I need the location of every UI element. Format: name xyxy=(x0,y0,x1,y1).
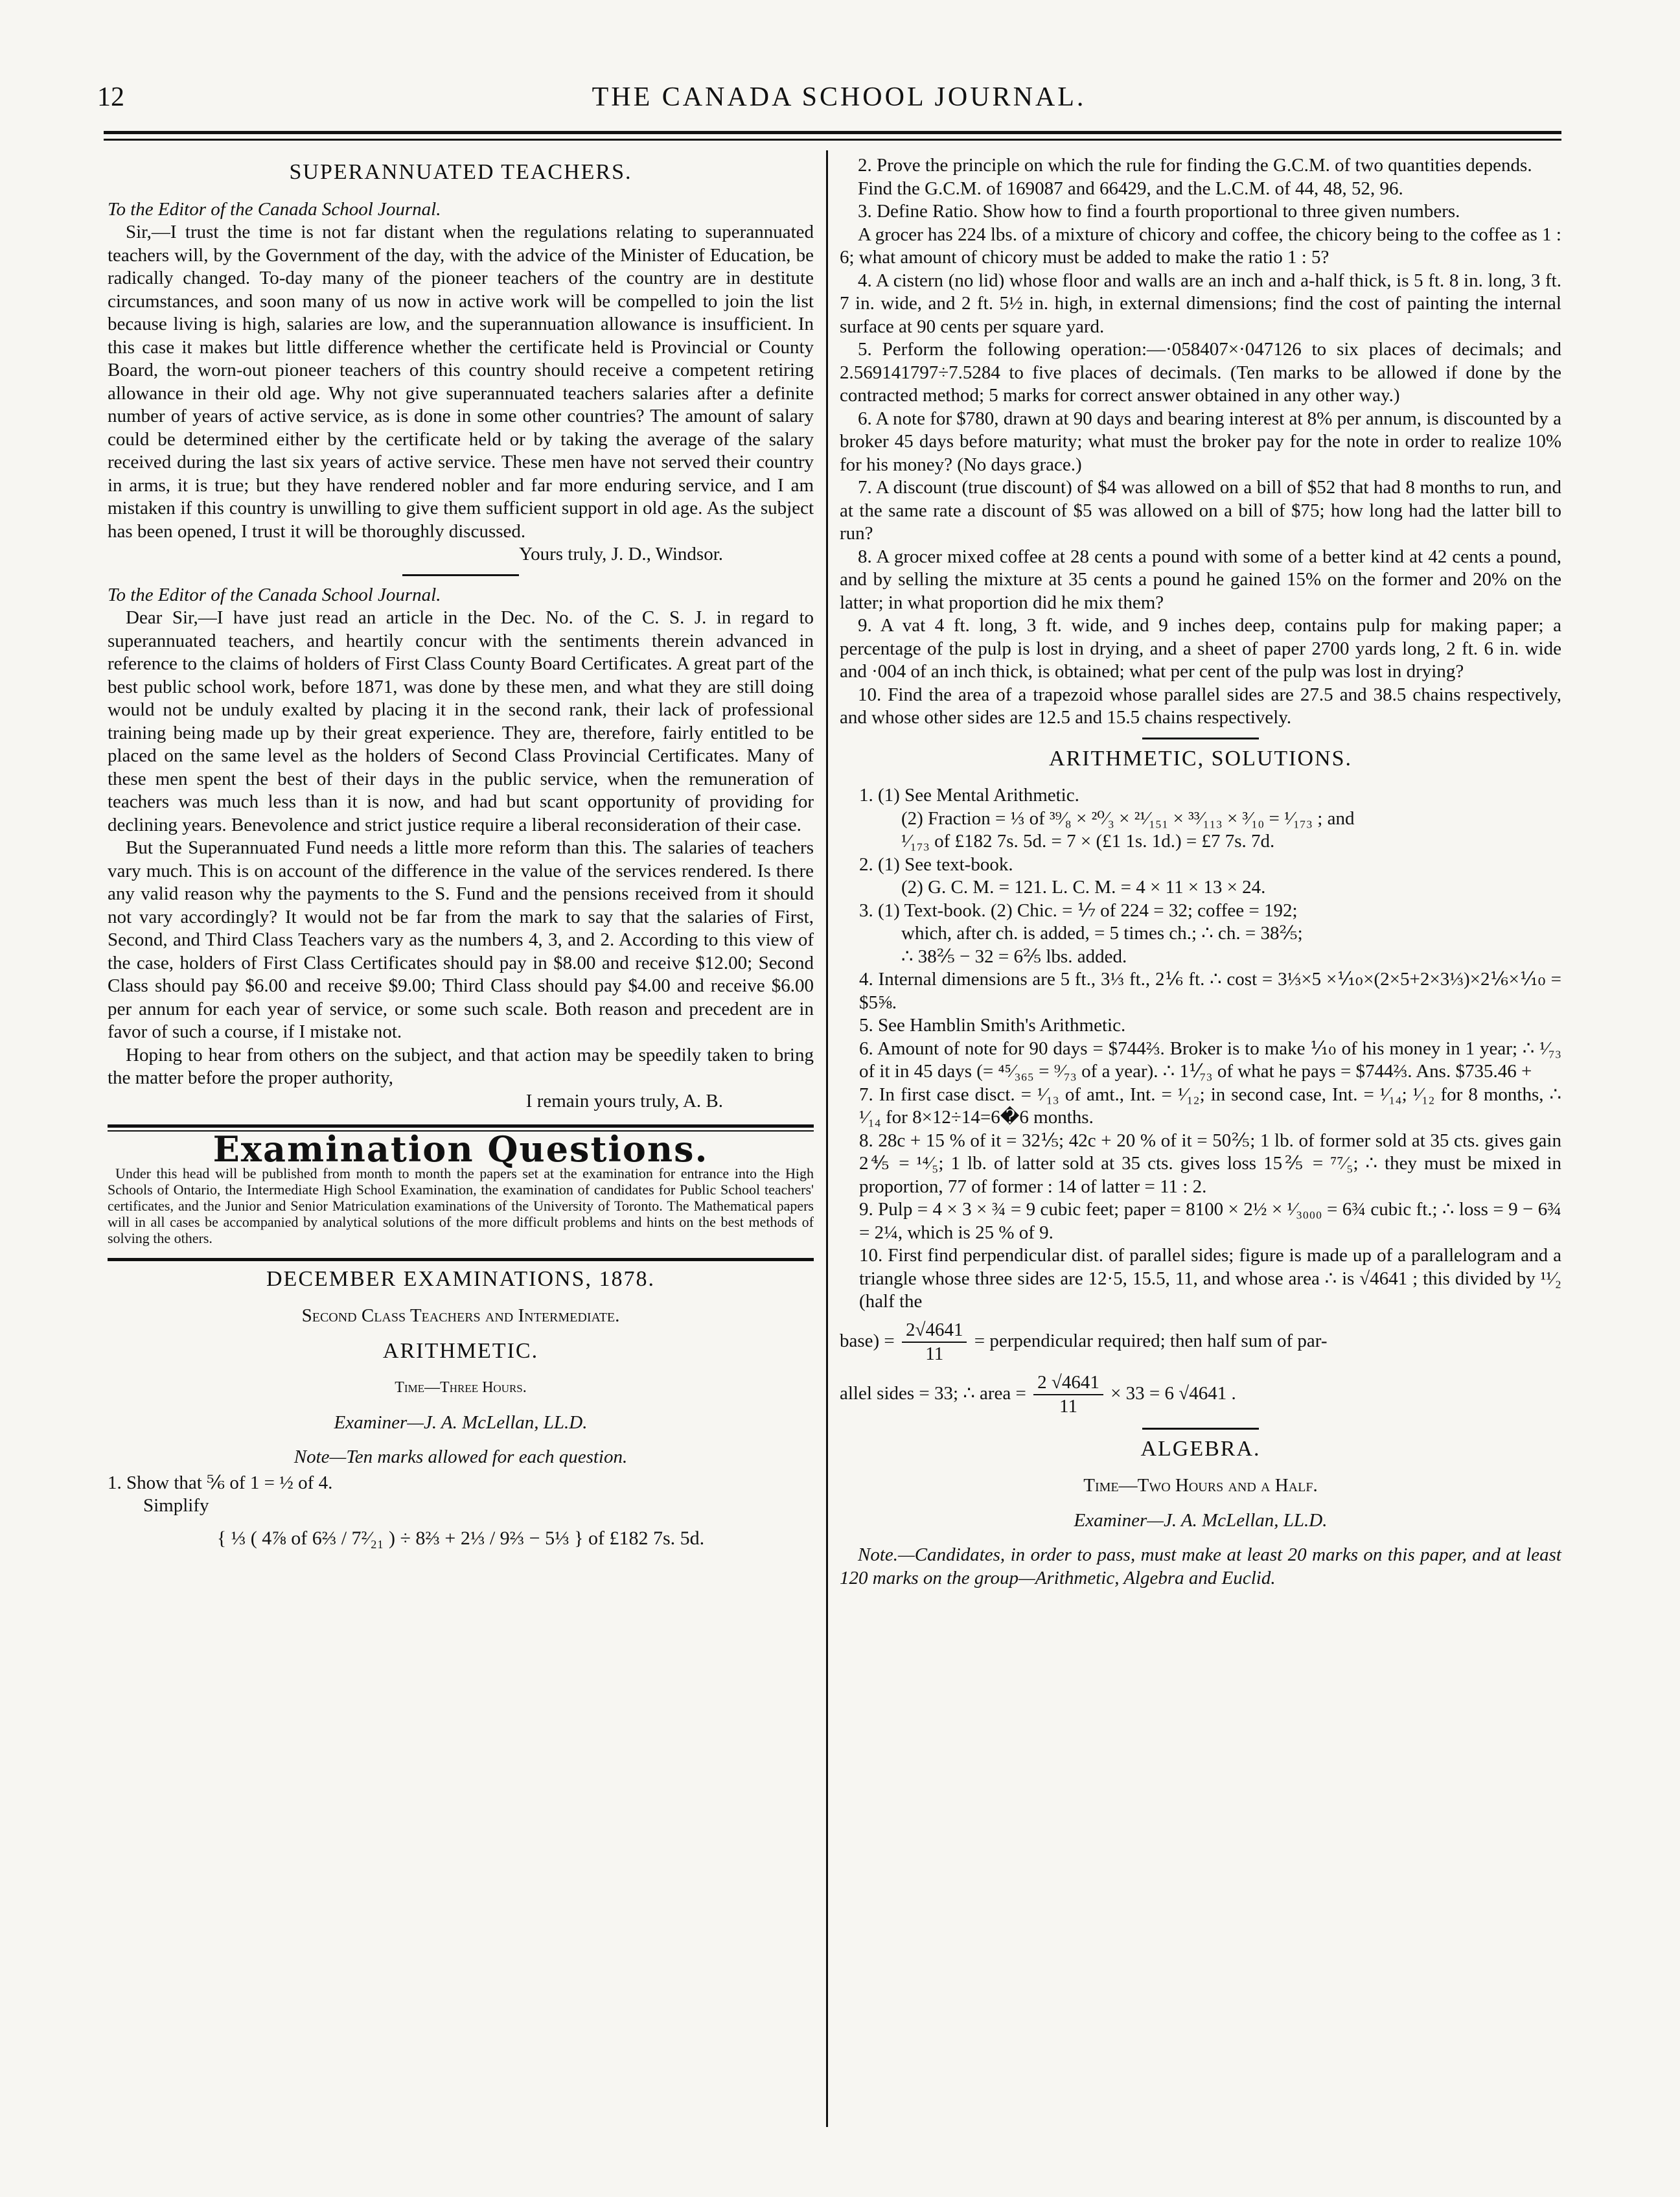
superannuated-title: SUPERANNUATED TEACHERS. xyxy=(289,160,632,184)
solution-10c-post: × 33 = 6 √4641 . xyxy=(1110,1382,1236,1404)
question-1: 1. Show that ⅚ of 1 = ½ of 4. xyxy=(108,1472,333,1493)
letter2-paragraph: But the Superannuated Fund needs a little more reform than this. The salaries of teachers vary much. This is on account of the difference in the value of the services rendered. Is there any valid reason why the payments to the S. Fund and the pensions received from it should not vary accordingly? It would not be far from the mark to say that the salaries of First, Second, and Third Class Teachers vary as the numbers 4, 3, and 2. According to this view of the case, holders of First Class Certificates should pay in $8.00 and receive $12.00; Second Class should pay $6.00 and receive $9.00; Third Class should pay $4.00 and receive $6.00 per annum for each year of service, or some such scale. Both reason and precedent are in favor of such a course, if I mistake not. xyxy=(108,837,814,1042)
column-divider xyxy=(826,150,828,2127)
solution-10b-post: = perpendicular required; then half sum of par- xyxy=(974,1330,1328,1351)
header-rule-thin xyxy=(104,139,1561,141)
question-6: 6. A note for $780, drawn at 90 days and bearing interest at 8% per annum, is discounted by a broker 45 days before maturity; what must the broker pay for the note in order to realize 10% for his money? (No days grace.) xyxy=(840,408,1561,475)
solution-3c: ∴ 38⅖ − 32 = 6⅖ lbs. added. xyxy=(901,946,1127,967)
letter1-signature: Yours truly, J. D., Windsor. xyxy=(519,544,723,564)
question-7: 7. A discount (true discount) of $4 was allowed on a bill of $52 that had 8 months to run, and at the same rate a discount of $5 was allowed on a bill of $75; how long had the latter bill to run? xyxy=(840,477,1561,544)
solution-7: 7. In first case disct. = ¹⁄₁₃ of amt., Int. = ¹⁄₁₂; in second case, Int. = ¹⁄₁₄; ¹⁄₁₂ for 8 months, ∴ ¹⁄₁₄ for 8×12÷14=6�6 months. xyxy=(859,1084,1561,1128)
solution-3a: 3. (1) Text-book. (2) Chic. = ⅐ of 224 = 32; coffee = 192; xyxy=(859,900,1298,921)
fraction-denominator: 11 xyxy=(1059,1396,1077,1417)
exam-questions-heading: Examination Questions. xyxy=(213,1128,709,1170)
page-number: 12 xyxy=(97,82,124,112)
second-class-subtitle: Second Class Teachers and Intermediate. xyxy=(301,1305,620,1326)
solution-10a: 10. First find perpendicular dist. of parallel sides; figure is made up of a parallelogram and a triangle whose three sides are 12·5, 15.5, 11, and whose area ∴ is √4641 ; this divided by ¹¹⁄₂ (half the xyxy=(859,1245,1561,1312)
question-2: 2. Prove the principle on which the rule for finding the G.C.M. of two quantities depends. xyxy=(858,155,1532,176)
solution-1a: 1. (1) See Mental Arithmetic. xyxy=(859,785,1079,806)
question-3: 3. Define Ratio. Show how to find a fourth proportional to three given numbers. xyxy=(858,201,1460,222)
fraction-denominator: 11 xyxy=(925,1343,944,1364)
question-9: 9. A vat 4 ft. long, 3 ft. wide, and 9 inches deep, contains pulp for making paper; a percentage of the pulp is lost in drying, and a sheet of paper 2700 yards long, 2 ft. 6 in. wide and ·004 of an inch thick, is obtained; what per cent of the pulp was lost in drying? xyxy=(840,615,1561,682)
journal-title: THE CANADA SCHOOL JOURNAL. xyxy=(592,82,1087,112)
section-rule xyxy=(108,1258,814,1261)
left-column xyxy=(108,154,814,1559)
question-8: 8. A grocer mixed coffee at 28 cents a pound with some of a better kind at 42 cents a pound, and by selling the mixture at 35 cents a pound he gained 15% on the former and 20% on the latter; in what proportion did he mix them? xyxy=(840,546,1561,613)
solution-8: 8. 28c + 15 % of it = 32⅕; 42c + 20 % of it = 50⅖; 1 lb. of former sold at 35 cts. gives gain 2⅘ = ¹⁴⁄₅; 1 lb. of latter sold at 35 cts. gives loss 15⅖ = ⁷⁷⁄₅; ∴ they must be mixed in proportion, 77 of former : 14 of latter = 11 : 2. xyxy=(859,1130,1561,1197)
solution-2b: (2) G. C. M. = 121. L. C. M. = 4 × 11 × 13 × 24. xyxy=(901,877,1266,898)
fraction-numerator: 2√4641 xyxy=(902,1319,967,1343)
solution-10c-pre: allel sides = 33; ∴ area = xyxy=(840,1382,1026,1404)
december-exams-title: DECEMBER EXAMINATIONS, 1878. xyxy=(266,1266,655,1291)
solution-10b xyxy=(840,1319,1561,1366)
question-4: 4. A cistern (no lid) whose floor and walls are an inch and a-half thick, is 5 ft. 8 in. long, 3 ft. 7 in. wide, and 2 ft. 5½ in. high, in external dimensions; find the cost of painting the internal surface at 90 cents per square yard. xyxy=(840,270,1561,337)
solution-2a: 2. (1) See text-book. xyxy=(859,854,1013,875)
fraction xyxy=(902,1319,967,1366)
solution-9: 9. Pulp = 4 × 3 × ¾ = 9 cubic feet; paper = 8100 × 2½ × ¹⁄₃₀₀₀ = 6¾ cubic ft.; ∴ loss = 9 − 6¾ = 2¼, which is 25 % of 9. xyxy=(859,1199,1561,1243)
algebra-time: Time—Two Hours and a Half. xyxy=(1083,1475,1318,1496)
solution-10c xyxy=(840,1371,1561,1419)
question-1-expression: { ⅓ ( 4⅞ of 6⅔ / 7²⁄₂₁ ) ÷ 8⅔ + 2⅓ / 9⅔ − 5⅓ } of £182 7s. 5d. xyxy=(216,1527,705,1549)
algebra-title: ALGEBRA. xyxy=(1140,1436,1261,1461)
letter2-paragraph: Hoping to hear from others on the subject, and that action may be speedily taken to bring the matter before the proper authority, xyxy=(108,1044,814,1088)
arithmetic-title: ARITHMETIC. xyxy=(382,1338,539,1363)
exam-intro-note: Under this head will be published from month to month the papers set at the examination for entrance into the High Schools of Ontario, the Intermediate High School Examination, the examination of candidates for Public School teachers' certificates, and the Junior and Senior Matriculation examinations of the University of Toronto. The Mathematical papers will in all cases be accompanied by analytical solutions of the more difficult problems and hints on the best methods of solving the others. xyxy=(108,1165,814,1246)
letter1-salutation: To the Editor of the Canada School Journal. xyxy=(108,198,441,220)
solution-1b: (2) Fraction = ⅓ of ³⁹⁄₈ × ²⁰⁄₃ × ²¹⁄₁₅₁ × ³³⁄₁₁₃ × ³⁄₁₀ = ¹⁄₁₇₃ ; and xyxy=(901,808,1355,829)
divider xyxy=(1142,1428,1259,1430)
fraction xyxy=(1033,1371,1103,1419)
letter2-salutation: To the Editor of the Canada School Journal. xyxy=(108,584,441,605)
letter1-body: Sir,—I trust the time is not far distant when the regulations relating to superannuated teachers will, by the Government of the day, with the advice of the Minister of Education, be radically changed. To-day many of the pioneer teachers of the country are in destitute circumstances, and soon many of us now in active work will be compelled to join the list because living is high, salaries are low, and the superannuation allowance is insufficient. In this case it makes but little difference whether the certificate held is Provincial or County Board, the worn-out pioneer teachers of this country should receive a competent retiring allowance in their old age. Why not give superannuated teachers salaries after a definite number of years of active service, as is done in some other countries? The amount of salary could be determined either by the certificate held or by taking the average of the salary received during the last six years of active service. These men have not served their country in arms, it is true; but they have rendered nobler and far more enduring service, and I am mistaken if this country is unwilling to give them sufficient support in old age. As the subject has been opened, I trust it will be thoroughly discussed. xyxy=(108,222,814,542)
solution-3b: which, after ch. is added, = 5 times ch.; ∴ ch. = 38⅖; xyxy=(901,923,1303,944)
divider xyxy=(402,574,519,576)
time-allowed: Time—Three Hours. xyxy=(395,1379,527,1396)
divider xyxy=(1142,738,1259,739)
right-column xyxy=(840,154,1561,1590)
algebra-examiner: Examiner—J. A. McLellan, LL.D. xyxy=(1074,1509,1328,1531)
letter2-signature: I remain yours truly, A. B. xyxy=(525,1090,723,1111)
solution-1c: ¹⁄₁₇₃ of £182 7s. 5d. = 7 × (£1 1s. 1d.) = £7 7s. 7d. xyxy=(901,831,1275,852)
marks-note: Note—Ten marks allowed for each question. xyxy=(293,1447,628,1467)
fraction-numerator: 2 √4641 xyxy=(1033,1371,1103,1396)
solution-4: 4. Internal dimensions are 5 ft., 3⅓ ft., 2⅙ ft. ∴ cost = 3⅓×5 ×⅒×(2×5+2×3⅓)×2⅙×⅒ = $5⅝. xyxy=(859,969,1561,1013)
question-3b: A grocer has 224 lbs. of a mixture of chicory and coffee, the chicory being to the coffee as 1 : 6; what amount of chicory must be added to make the ratio 1 : 5? xyxy=(840,224,1561,268)
algebra-note: Note.—Candidates, in order to pass, must make at least 20 marks on this paper, and at least 120 marks on the group—Arithmetic, Algebra and Euclid. xyxy=(840,1544,1561,1588)
examiner: Examiner—J. A. McLellan, LL.D. xyxy=(334,1412,588,1433)
question-10: 10. Find the area of a trapezoid whose parallel sides are 27.5 and 38.5 chains respectively, and whose other sides are 12.5 and 15.5 chains respectively. xyxy=(840,684,1561,728)
letter2-paragraph: Dear Sir,—I have just read an article in the Dec. No. of the C. S. J. in regard to superannuated teachers, and heartily concur with the sentiments therein advanced in reference to the claims of holders of First Class County Board Certificates. A great part of the best public school work, before 1871, was done by these men, and what they are still doing would not be unduly exalted by placing it in the second rank, their lack of professional training being made up by their great experience. They are, therefore, fairly entitled to be placed on the same level as the holders of Second Class Provincial Certificates. Many of these men spent the best of their days in the public service, when the remuneration of teachers was much less than it is now, and had but scant opportunity of providing for declining years. Benevolence and strict justice require a liberal reconsideration of their case. xyxy=(108,607,814,835)
section-rule xyxy=(108,1124,814,1128)
question-1-simplify: Simplify xyxy=(143,1495,209,1516)
question-2b: Find the G.C.M. of 169087 and 66429, and the L.C.M. of 44, 48, 52, 96. xyxy=(858,178,1403,199)
header-rule xyxy=(104,131,1561,134)
solution-5: 5. See Hamblin Smith's Arithmetic. xyxy=(859,1015,1126,1036)
solutions-title: ARITHMETIC, SOLUTIONS. xyxy=(1048,746,1353,771)
solution-6: 6. Amount of note for 90 days = $744⅔. Broker is to make ⅒ of his money in 1 year; ∴ ¹⁄₇₃ of it in 45 days (= ⁴⁵⁄₃₆₅ = ⁹⁄₇₃ of a year). ∴ 1⅟₇₃ of what he pays = $744⅔. Ans. $735.46 + xyxy=(859,1038,1561,1082)
solution-10b-pre: base) = xyxy=(840,1330,895,1351)
question-5: 5. Perform the following operation:—·058407×·047126 to six places of decimals; and 2.569141797÷7.5284 to five places of decimals. (Ten marks to be allowed if done by the contracted method; 5 marks for correct answer obtained in any other way.) xyxy=(840,339,1561,406)
page-header xyxy=(97,76,1581,122)
